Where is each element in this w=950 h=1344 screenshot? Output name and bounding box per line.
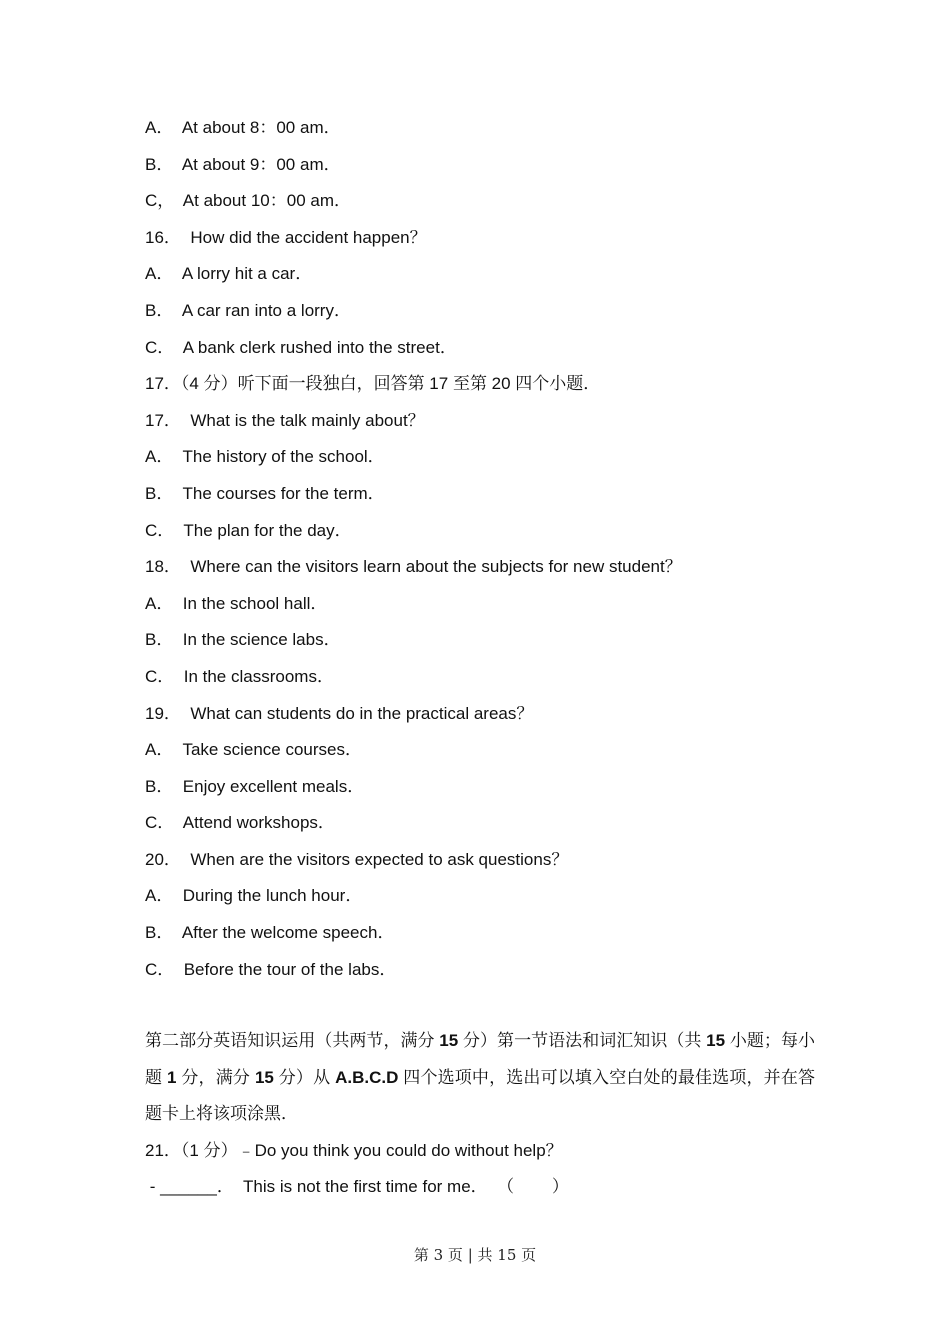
dash: - <box>145 1177 161 1197</box>
question-21: 21．（1 分）﹣Do you think you could do without help？ <box>145 1140 563 1160</box>
text-line: 16． How did the accident happen？ <box>145 227 427 247</box>
text-line: 17． What is the talk mainly about？ <box>145 410 425 430</box>
instr-text: 分，满分 <box>176 1067 255 1087</box>
text-line: B． After the welcome speech． <box>145 923 395 943</box>
text-line: A． Take science courses． <box>145 740 362 760</box>
instr-bold: A.B.C.D <box>335 1067 399 1087</box>
answer-blank: ______ <box>160 1177 217 1197</box>
text-line: B． Enjoy excellent meals． <box>145 776 365 796</box>
text-line: C． In the classrooms． <box>145 666 334 686</box>
text-line: B． The courses for the term． <box>145 483 385 503</box>
text-line: B． In the science labs． <box>145 630 341 650</box>
text-line: 18． Where can the visitors learn about the subjects for new student？ <box>145 557 682 577</box>
text-line: C． Attend workshops． <box>145 813 335 833</box>
instr-bold: 15 <box>439 1031 459 1050</box>
text-line: C． A bank clerk rushed into the street． <box>145 337 457 357</box>
instr-text: 四个选项中，选出可以填入空白处的最佳选项，并在答题卡上将该项涂黑． <box>145 1067 815 1124</box>
text-line: 20． When are the visitors expected to ask questions？ <box>145 849 569 869</box>
text-line: A． The history of the school． <box>145 447 385 467</box>
instr-text: 分）从 <box>273 1067 336 1087</box>
text-line: A． A lorry hit a car． <box>145 264 313 284</box>
text-line: 19． What can students do in the practical areas？ <box>145 703 534 723</box>
text-line: C， At about 10：00 am． <box>145 191 351 211</box>
instr-text: 小题；每小题 <box>145 1031 815 1087</box>
question-list <box>145 110 815 988</box>
text-line: C． Before the tour of the labs． <box>145 959 397 979</box>
text-line: B． At about 9：00 am． <box>145 154 341 174</box>
text-line: 17．（4 分）听下面一段独白，回答第 17 至第 20 四个小题． <box>145 374 601 394</box>
instr-bold: 1 <box>167 1067 177 1087</box>
text-line: A． In the school hall． <box>145 593 328 613</box>
text-line: B． A car ran into a lorry． <box>145 300 351 320</box>
text-line: A． During the lunch hour． <box>145 886 363 906</box>
instr-bold: 15 <box>254 1067 274 1087</box>
instr-text: 第二部分英语知识运用（共两节，满分 <box>145 1031 440 1050</box>
text-line: C． The plan for the day． <box>145 520 352 540</box>
section-instructions <box>145 1023 815 1133</box>
section-two <box>145 1023 815 1206</box>
question-21-response <box>145 1169 815 1206</box>
instr-bold: 15 <box>706 1031 726 1050</box>
response-text: ． This is not the first time for me． （ ） <box>216 1177 569 1197</box>
text-line: A． At about 8：00 am． <box>145 118 341 137</box>
instr-text: 分）第一节语法和词汇知识（共 <box>458 1031 707 1050</box>
page-footer: 第 3 页 | 共 15 页 <box>413 1246 537 1264</box>
